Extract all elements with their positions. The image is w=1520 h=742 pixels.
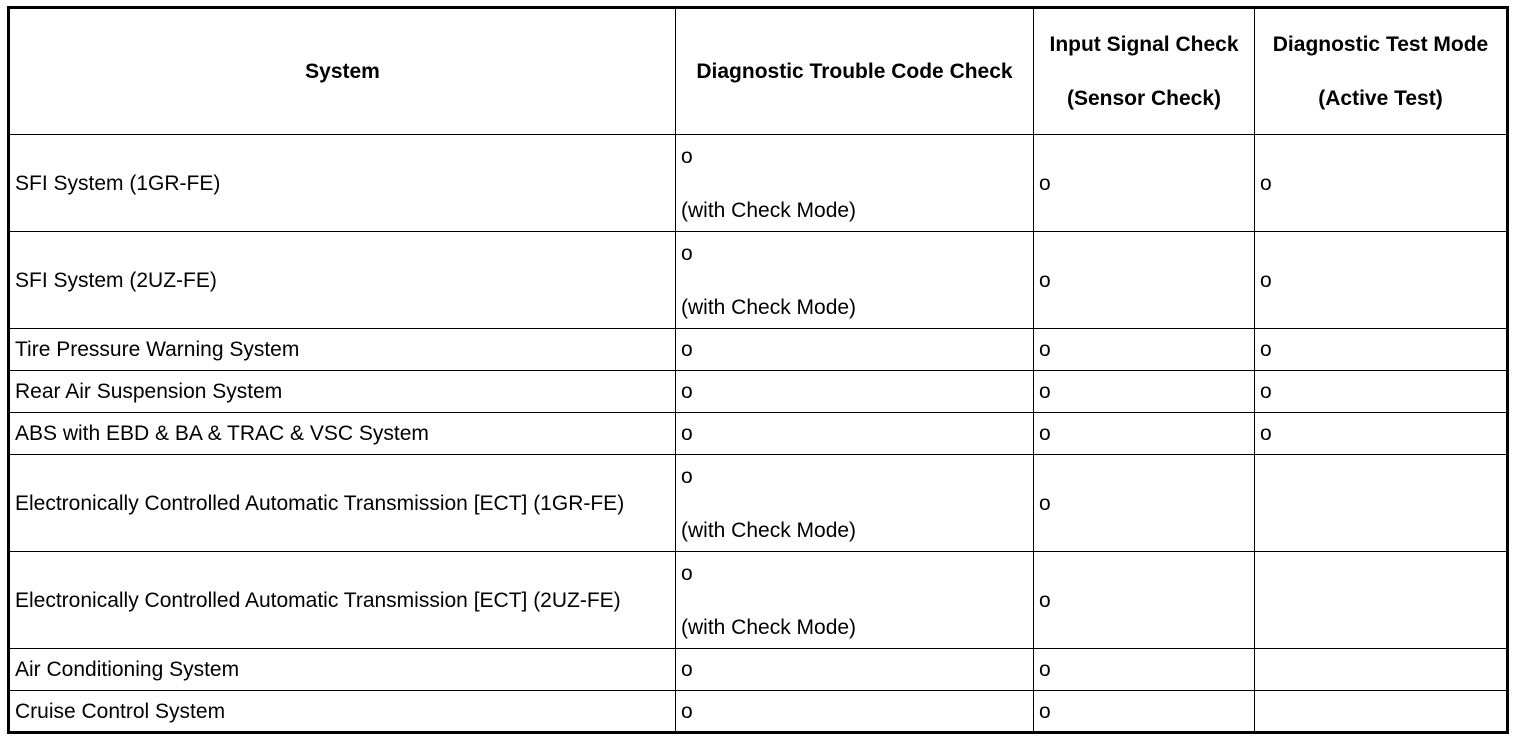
dtc-mark: o [681, 464, 693, 488]
cell-spacer [681, 490, 1028, 517]
table-row [9, 691, 1508, 733]
dtc-note: (with Check Mode) [681, 295, 857, 319]
cell-spacer [681, 587, 1028, 614]
test-mode-cell: o [1255, 232, 1508, 329]
input-signal-cell: o [1034, 455, 1255, 552]
dtc-note: (with Check Mode) [681, 518, 857, 542]
header-spacer [1260, 58, 1501, 85]
test-mode-cell: o [1255, 329, 1508, 371]
header-system: System [9, 8, 676, 135]
header-input-signal-check [1034, 8, 1255, 135]
input-signal-cell: o [1034, 413, 1255, 455]
dtc-note: (with Check Mode) [681, 615, 857, 639]
table-row [9, 371, 1508, 413]
system-cell: ABS with EBD & BA & TRAC & VSC System [9, 413, 676, 455]
dtc-cell [676, 552, 1034, 649]
header-spacer [1039, 58, 1249, 85]
header-test-mode-subtitle: (Active Test) [1318, 87, 1443, 110]
table-row [9, 649, 1508, 691]
test-mode-cell: o [1255, 413, 1508, 455]
dtc-cell: o [676, 691, 1034, 733]
test-mode-cell: o [1255, 135, 1508, 232]
system-cell: Rear Air Suspension System [9, 371, 676, 413]
table-row [9, 232, 1508, 329]
dtc-cell: o [676, 371, 1034, 413]
input-signal-cell: o [1034, 135, 1255, 232]
diagnostic-function-table-wrapper [7, 6, 1509, 734]
diagnostic-function-table [7, 6, 1509, 734]
dtc-mark: o [681, 561, 693, 585]
header-test-mode-title: Diagnostic Test Mode [1272, 33, 1489, 56]
table-row [9, 455, 1508, 552]
system-cell: SFI System (2UZ-FE) [9, 232, 676, 329]
table-row [9, 552, 1508, 649]
header-input-signal-subtitle: (Sensor Check) [1066, 87, 1222, 110]
table-row [9, 135, 1508, 232]
dtc-cell [676, 232, 1034, 329]
cell-spacer [681, 267, 1028, 294]
dtc-cell: o [676, 329, 1034, 371]
dtc-cell: o [676, 649, 1034, 691]
system-cell: Electronically Controlled Automatic Transmission [ECT] (1GR-FE) [9, 455, 676, 552]
input-signal-cell: o [1034, 232, 1255, 329]
header-test-mode [1255, 8, 1508, 135]
cell-spacer [681, 170, 1028, 197]
table-row [9, 413, 1508, 455]
input-signal-cell: o [1034, 552, 1255, 649]
system-cell: SFI System (1GR-FE) [9, 135, 676, 232]
dtc-cell [676, 135, 1034, 232]
header-input-signal-title: Input Signal Check [1049, 33, 1239, 56]
input-signal-cell: o [1034, 691, 1255, 733]
system-cell: Cruise Control System [9, 691, 676, 733]
system-cell: Tire Pressure Warning System [9, 329, 676, 371]
table-row [9, 329, 1508, 371]
test-mode-cell [1255, 455, 1508, 552]
system-cell: Electronically Controlled Automatic Transmission [ECT] (2UZ-FE) [9, 552, 676, 649]
dtc-note: (with Check Mode) [681, 198, 857, 222]
test-mode-cell [1255, 649, 1508, 691]
input-signal-cell: o [1034, 649, 1255, 691]
test-mode-cell [1255, 552, 1508, 649]
system-cell: Air Conditioning System [9, 649, 676, 691]
header-dtc-check: Diagnostic Trouble Code Check [676, 8, 1034, 135]
input-signal-cell: o [1034, 371, 1255, 413]
header-row [9, 8, 1508, 135]
dtc-cell [676, 455, 1034, 552]
dtc-mark: o [681, 144, 693, 168]
test-mode-cell: o [1255, 371, 1508, 413]
dtc-cell: o [676, 413, 1034, 455]
input-signal-cell: o [1034, 329, 1255, 371]
dtc-mark: o [681, 241, 693, 265]
test-mode-cell [1255, 691, 1508, 733]
